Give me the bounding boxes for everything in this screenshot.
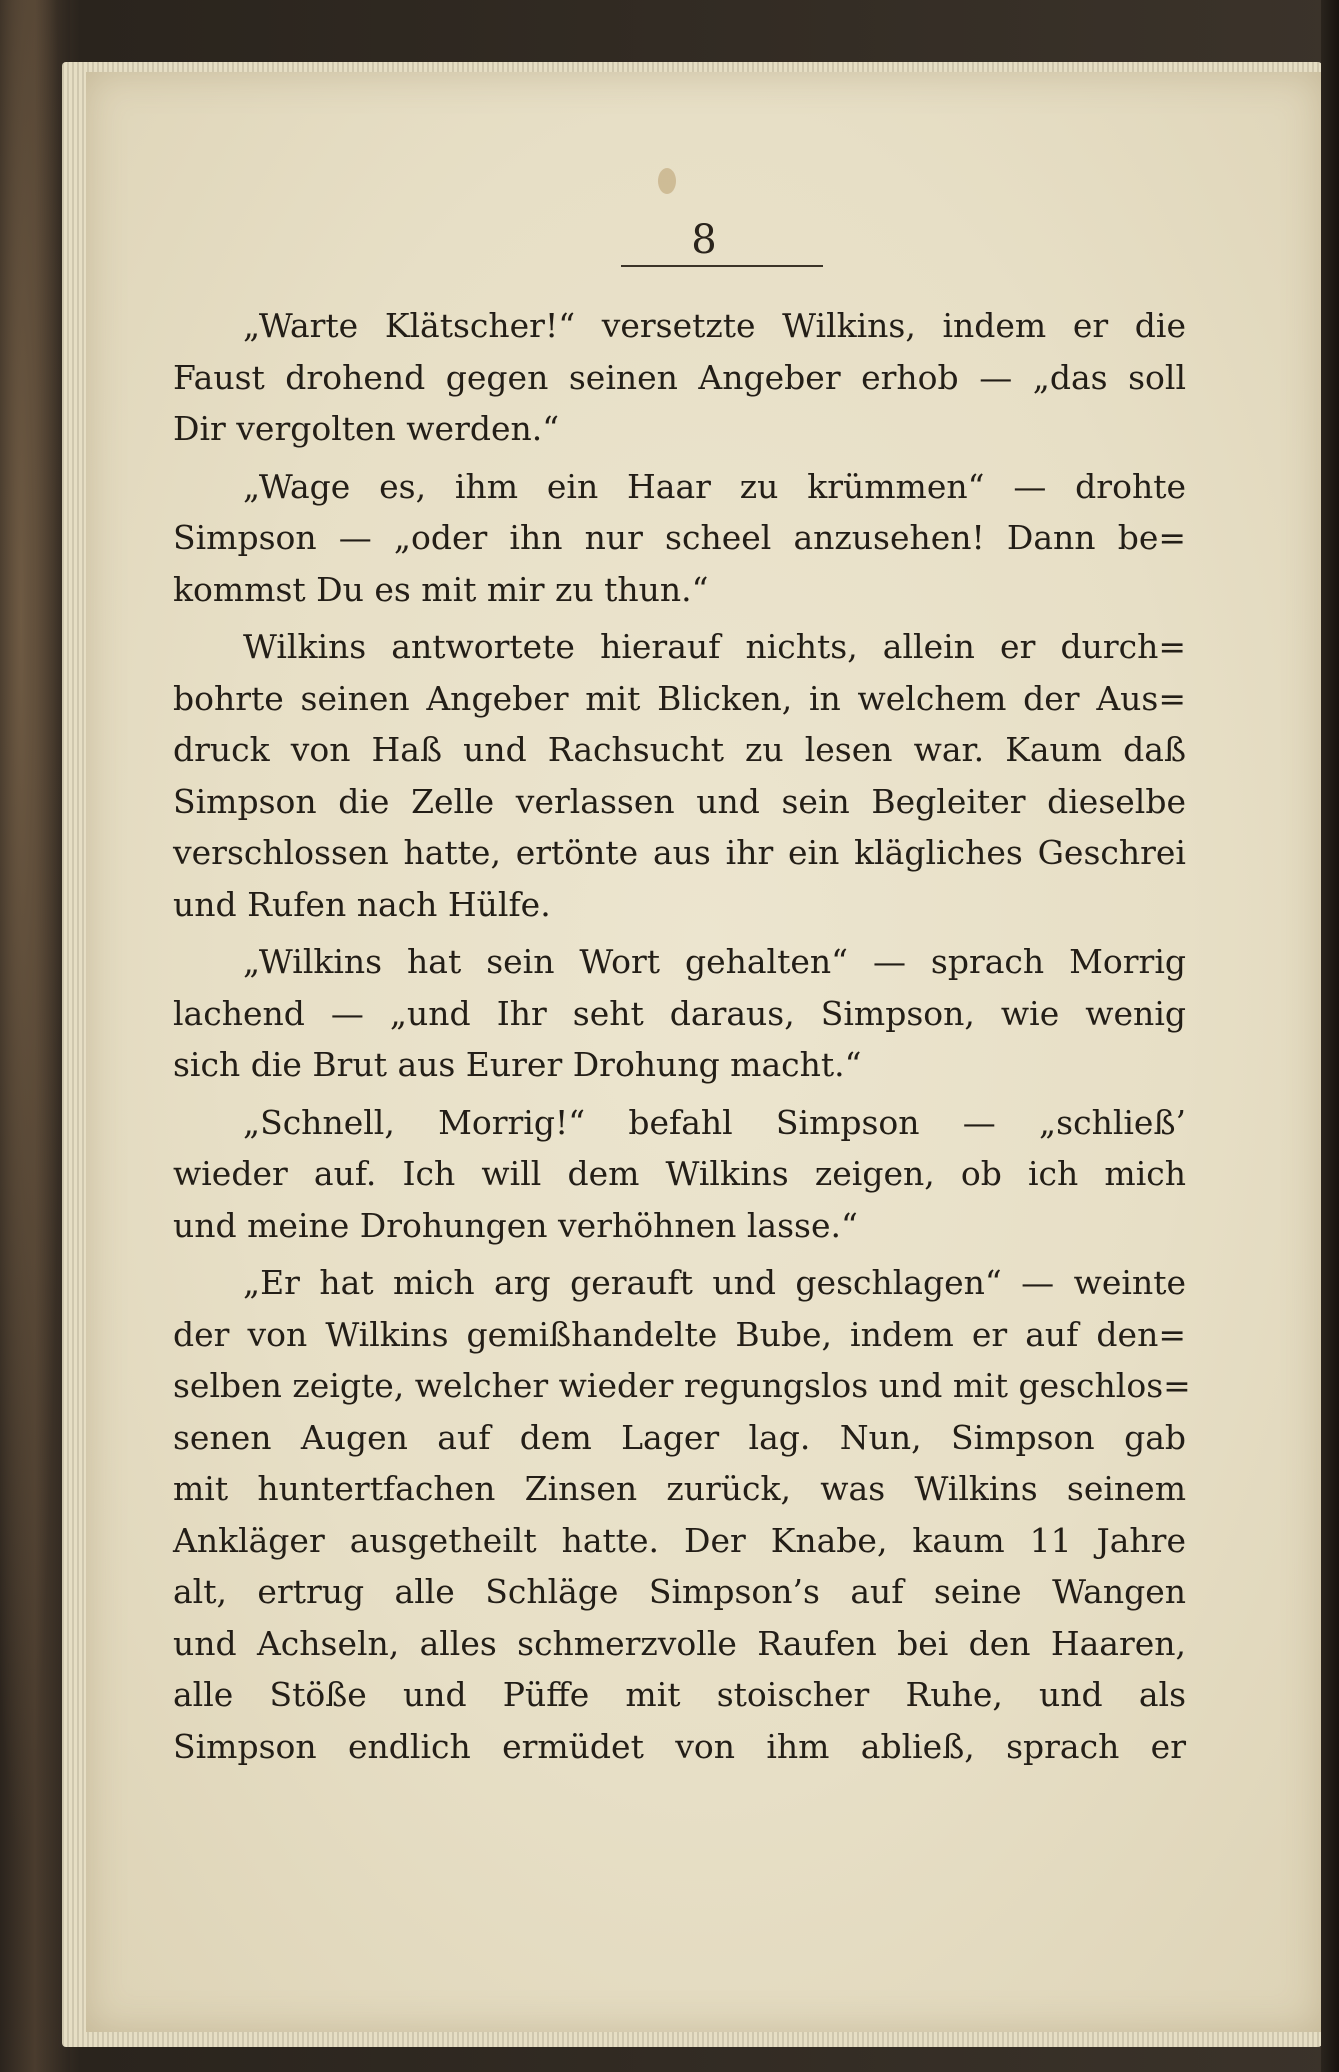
text-line: der von Wilkins gemißhandelte Bube, indem er auf den= <box>173 1314 1186 1354</box>
text-line: mit huntertfachen Zinsen zurück, was Wilkins seinem <box>173 1469 1186 1508</box>
text-line: alle Stöße und Püffe mit stoischer Ruhe, und als <box>173 1675 1186 1714</box>
text-line: und Achseln, alles schmerzvolle Raufen bei den Haaren, <box>173 1623 1186 1663</box>
text-line: Simpson endlich ermüdet von ihm abließ, sprach er <box>173 1726 1186 1766</box>
page-number: 8 <box>691 217 717 263</box>
paragraph <box>173 1257 1191 1772</box>
book-spine <box>0 0 70 2072</box>
text-line: Simpson — „oder ihn nur scheel anzusehen! Dann be= <box>173 518 1186 557</box>
paragraph <box>173 300 1186 455</box>
header-rule <box>621 265 823 267</box>
text-line: alt, ertrug alle Schläge Simpson’s auf seine Wangen <box>173 1572 1186 1611</box>
text-line: lachend — „und Ihr seht daraus, Simpson, wie wenig <box>173 993 1186 1033</box>
text-line: Simpson die Zelle verlassen und sein Begleiter dieselbe <box>173 781 1186 821</box>
text-line: Wilkins antwortete hierauf nichts, allein er durch= <box>243 627 1186 666</box>
text-line: kommst Du es mit mir zu thun.“ <box>173 569 709 609</box>
text-line: bohrte seinen Angeber mit Blicken, in welchem der Aus= <box>173 678 1186 718</box>
text-line: und meine Drohungen verhöhnen lasse.“ <box>173 1205 858 1245</box>
text-line: „Warte Klätscher!“ versetzte Wilkins, indem er die <box>243 306 1186 345</box>
text-line: senen Augen auf dem Lager lag. Nun, Simpson gab <box>173 1417 1186 1457</box>
paper-stain <box>658 168 676 194</box>
paragraph <box>173 621 1186 930</box>
text-line: „Schnell, Morrig!“ befahl Simpson — „schließ’ <box>243 1102 1186 1142</box>
paragraph <box>173 461 1186 616</box>
text-line: wieder auf. Ich will dem Wilkins zeigen, ob ich mich <box>173 1154 1186 1193</box>
page-right-shadow <box>1321 0 1339 2072</box>
paragraph <box>173 936 1186 1091</box>
text-line: verschlossen hatte, ertönte aus ihr ein klägliches Geschrei <box>173 833 1186 872</box>
text-line: druck von Haß und Rachsucht zu lesen war. Kaum daß <box>173 730 1186 769</box>
text-line: und Rufen nach Hülfe. <box>173 884 551 924</box>
text-line: „Er hat mich arg gerauft und geschlagen“ — weinte <box>243 1263 1186 1302</box>
text-line: sich die Brut aus Eurer Drohung macht.“ <box>173 1045 862 1084</box>
text-line: „Wage es, ihm ein Haar zu krümmen“ — drohte <box>243 466 1186 506</box>
text-line: selben zeigte, welcher wieder regungslos und mit geschlos= <box>173 1366 1191 1405</box>
text-line: „Wilkins hat sein Wort gehalten“ — sprach Morrig <box>243 942 1186 981</box>
text-line: Dir vergolten werden.“ <box>173 409 560 448</box>
text-line: Ankläger ausgetheilt hatte. Der Knabe, kaum 11 Jahre <box>173 1520 1186 1560</box>
body-text <box>173 300 1191 1772</box>
paragraph <box>173 1097 1186 1252</box>
text-line: Faust drohend gegen seinen Angeber erhob — „das soll <box>173 357 1186 397</box>
